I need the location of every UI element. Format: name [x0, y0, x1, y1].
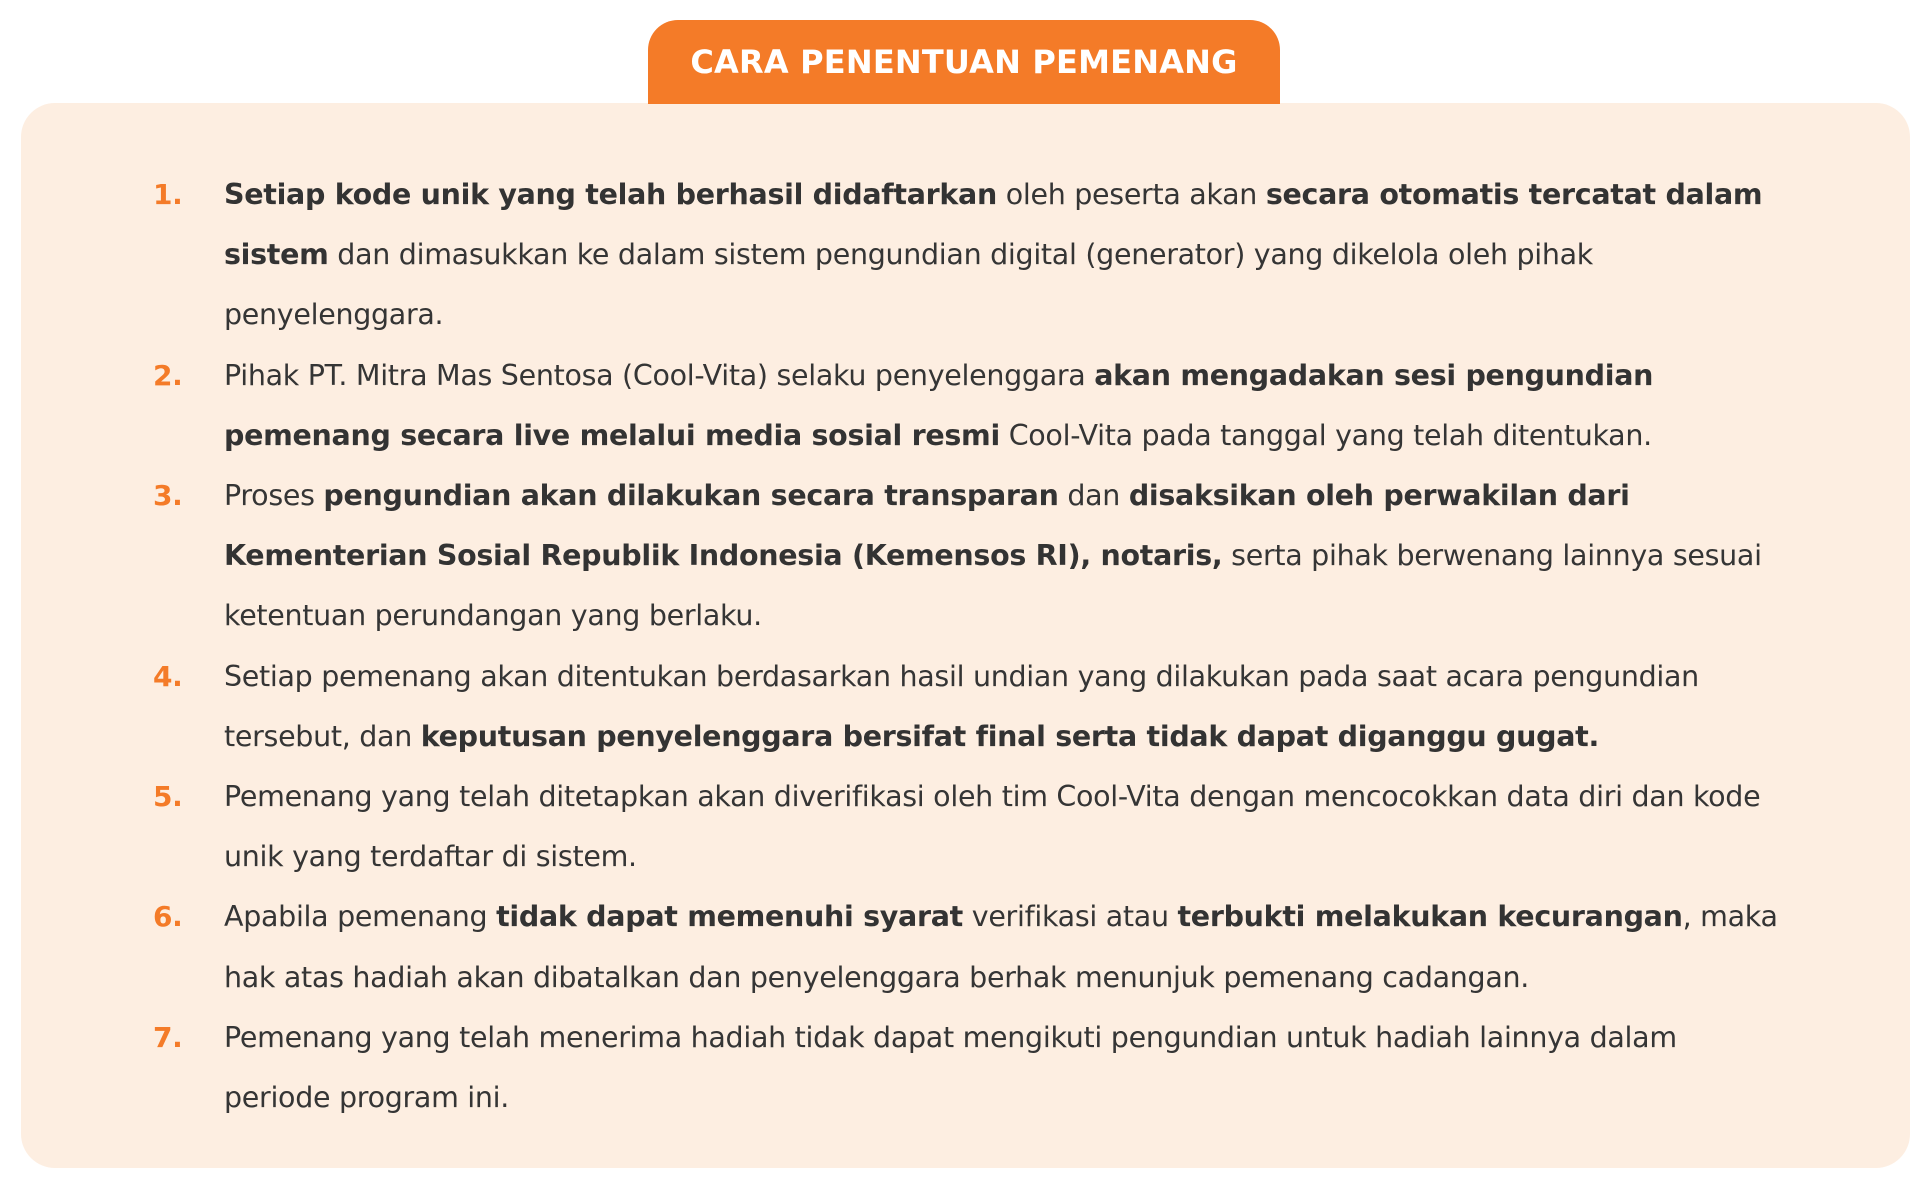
- rule-number: 1.: [153, 178, 183, 211]
- rules-panel: [21, 103, 1910, 1168]
- rule-text: [224, 780, 1760, 873]
- rule-text-regular: Apabila pemenang: [224, 900, 497, 934]
- rule-text-regular: serta pihak berwenang lainnya sesuai ketentuan perundangan yang berlaku.: [224, 539, 1762, 633]
- rule-item-1: [21, 165, 1910, 346]
- rule-text-regular: dan: [1058, 479, 1129, 513]
- rule-text-regular: Pemenang yang telah ditetapkan akan diverifikasi oleh tim Cool-Vita dengan mencocokkan data diri dan kode unik yang terdaftar di sistem.: [224, 780, 1761, 874]
- rule-text: [224, 178, 1762, 331]
- rule-number: 7.: [153, 1020, 183, 1054]
- rule-text: [224, 479, 1762, 632]
- rule-item-6: [21, 887, 1910, 1007]
- rule-text-bold: Setiap kode unik yang telah berhasil didaftarkan: [224, 178, 997, 211]
- rule-text-regular: , maka hak atas hadiah akan dibatalkan dan penyelenggara berhak menunjuk pemenang cadangan.: [224, 900, 1778, 994]
- rule-text-bold: secara otomatis tercatat dalam sistem: [224, 178, 1763, 272]
- rule-text-bold: terbukti melakukan kecurangan: [1177, 900, 1683, 934]
- rule-item-5: [21, 767, 1910, 887]
- rule-text: [224, 900, 1778, 993]
- rule-item-4: [21, 647, 1910, 767]
- rule-item-7: [21, 1008, 1910, 1128]
- rule-number: 5.: [153, 780, 183, 814]
- rule-item-2: [21, 346, 1910, 466]
- rule-text-regular: Setiap pemenang akan ditentukan berdasarkan hasil undian yang dilakukan pada saat acara pengundian tersebut, dan: [224, 659, 1699, 753]
- rule-number: 4.: [153, 659, 183, 693]
- rule-text-regular: dan dimasukkan ke dalam sistem pengundian digital (generator) yang dikelola oleh pihak penyelenggara.: [224, 238, 1594, 332]
- rule-text: [224, 1021, 1677, 1114]
- winner-rules-list: [21, 165, 1910, 1128]
- rule-text-bold: akan mengadakan sesi pengundian pemenang secara live melalui media sosial resmi: [224, 358, 1654, 452]
- rule-text: [224, 359, 1653, 452]
- rule-text-regular: Proses: [224, 479, 324, 513]
- rule-text-bold: keputusan penyelenggara bersifat final serta tidak dapat diganggu gugat.: [420, 719, 1600, 753]
- rule-text-bold: tidak dapat memenuhi syarat: [496, 900, 963, 934]
- section-title: CARA PENENTUAN PEMENANG: [690, 43, 1238, 81]
- rule-number: 3.: [153, 479, 183, 513]
- rule-text-regular: Cool-Vita pada tanggal yang telah ditentukan.: [999, 418, 1652, 452]
- rule-text-regular: Pihak PT. Mitra Mas Sentosa (Cool-Vita) selaku penyelenggara: [224, 358, 1095, 392]
- rule-item-3: [21, 466, 1910, 647]
- rule-text-regular: oleh peserta akan: [996, 178, 1266, 211]
- rule-text-regular: verifikasi atau: [963, 900, 1178, 934]
- section-title-tab: [648, 20, 1280, 104]
- rule-number: 6.: [153, 900, 183, 934]
- rule-text: [224, 660, 1699, 753]
- rule-text-bold: pengundian akan dilakukan secara transparan: [323, 479, 1059, 513]
- rule-number: 2.: [153, 358, 183, 392]
- rule-text-bold: disaksikan oleh perwakilan dari Kementerian Sosial Republik Indonesia (Kemensos RI), notaris,: [224, 479, 1630, 573]
- rule-text-regular: Pemenang yang telah menerima hadiah tidak dapat mengikuti pengundian untuk hadiah lainnya dalam periode program ini.: [224, 1020, 1677, 1115]
